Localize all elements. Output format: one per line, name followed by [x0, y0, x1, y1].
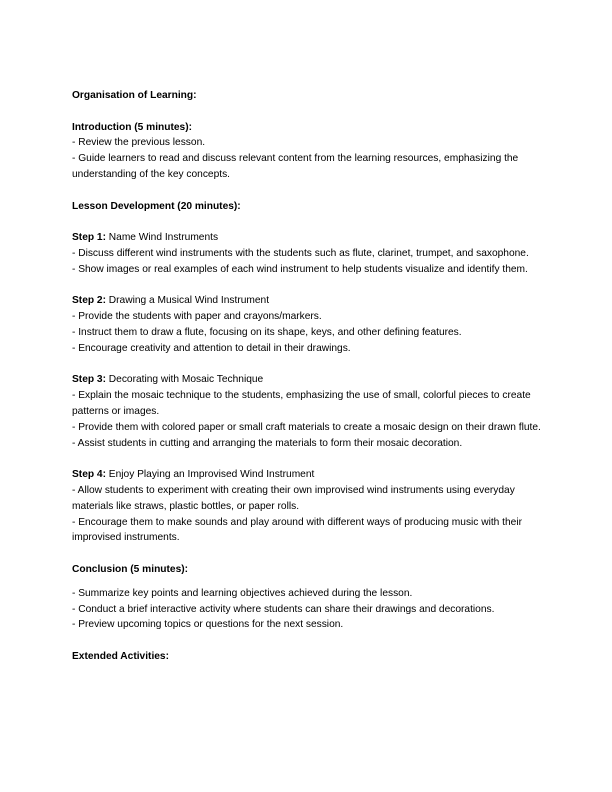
step-1-label: Step 1: — [72, 232, 106, 244]
development-heading: Lesson Development (20 minutes): — [72, 200, 241, 212]
introduction-line: - Review the previous lesson. — [72, 137, 206, 149]
conclusion-heading: Conclusion (5 minutes): — [72, 563, 189, 575]
conclusion-line: - Conduct a brief interactive activity where students can share their drawings and decorations. — [72, 603, 495, 615]
conclusion-line: - Summarize key points and learning objectives achieved during the lesson. — [72, 587, 413, 599]
step-3-line: - Explain the mosaic technique to the students, emphasizing the use of small, colorful pieces to create patterns or images. — [72, 390, 531, 417]
step-4-heading — [72, 467, 542, 483]
step-3-title: Decorating with Mosaic Technique — [105, 374, 264, 386]
extended-activities-heading: Extended Activities: — [72, 650, 169, 662]
step-4-line: - Allow students to experiment with creating their own improvised wind instruments using everyday materials like straws, plastic bottles, or paper rolls. — [72, 484, 515, 512]
conclusion-line: - Preview upcoming topics or questions for the next session. — [72, 619, 344, 631]
step-2-line: - Provide the students with paper and crayons/markers. — [72, 311, 322, 323]
step-4-label: Step 4: — [72, 469, 106, 481]
step-2-title: Drawing a Musical Wind Instrument — [105, 295, 270, 307]
step-3-heading — [72, 372, 542, 388]
step-2-line: - Encourage creativity and attention to detail in their drawings. — [72, 342, 351, 354]
introduction-line: - Guide learners to read and discuss relevant content from the learning resources, emphasizing the understanding of the key concepts. — [72, 153, 519, 180]
step-1-line: - Discuss different wind instruments with the students such as flute, clarinet, trumpet, and saxophone. — [72, 247, 529, 259]
step-4-title: Enjoy Playing an Improvised Wind Instrument — [105, 469, 315, 481]
step-3-line: - Provide them with colored paper or small craft materials to create a mosaic design on their drawn flute. — [72, 421, 541, 433]
step-3-line: - Assist students in cutting and arranging the materials to form their mosaic decoration. — [72, 437, 463, 449]
introduction-heading: Introduction (5 minutes): — [72, 121, 192, 133]
step-3-label: Step 3: — [72, 374, 106, 386]
step-1-line: - Show images or real examples of each wind instrument to help students visualize and identify them. — [72, 263, 528, 275]
step-2-line: - Instruct them to draw a flute, focusing on its shape, keys, and other defining features. — [72, 326, 462, 338]
step-2-label: Step 2: — [72, 295, 106, 307]
document-page — [72, 88, 542, 665]
step-1-title: Name Wind Instruments — [105, 232, 219, 244]
step-1-heading — [72, 230, 542, 246]
step-4-line: - Encourage them to make sounds and play around with different ways of producing music with their improvised instruments. — [72, 516, 523, 544]
step-2-heading — [72, 293, 542, 309]
organisation-heading: Organisation of Learning: — [72, 90, 197, 101]
